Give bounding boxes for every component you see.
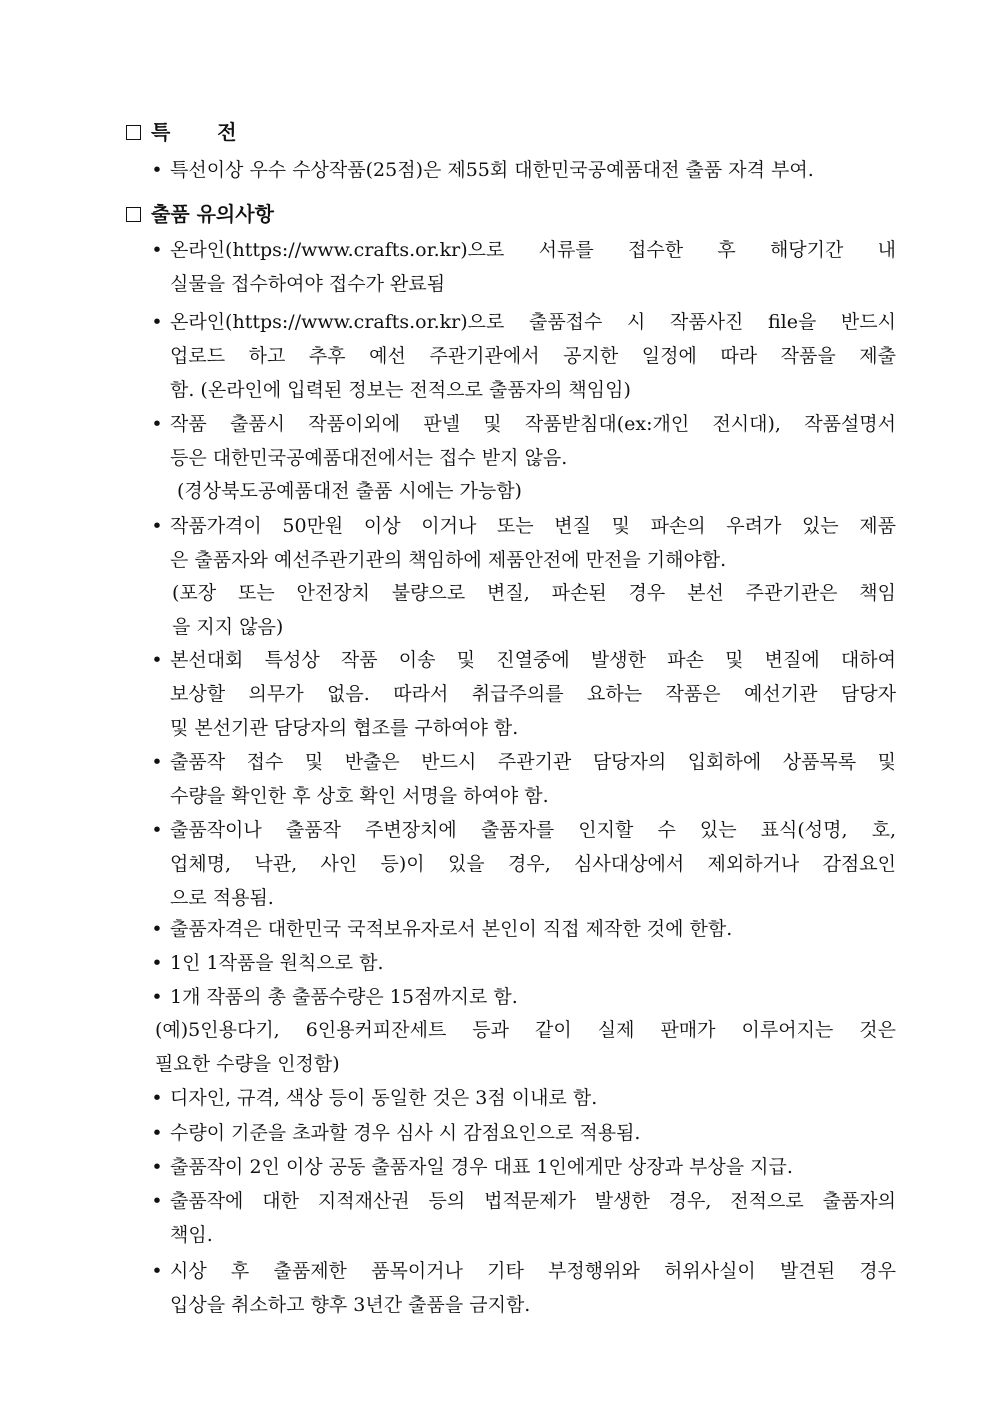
bullet-icon: •	[151, 311, 163, 333]
text-line: 으로 적용됨.	[170, 887, 274, 909]
bullet-icon: •	[151, 649, 163, 671]
checkbox-square-icon	[126, 207, 141, 222]
text-line: 업체명, 낙관, 사인 등)이 있을 경우, 심사대상에서 제외하거나 감점요인	[170, 853, 896, 875]
text-line: 은 출품자와 예선주관기관의 책임하에 제품안전에 만전을 기해야함.	[170, 549, 727, 571]
text-line: 필요한 수량을 인정함)	[155, 1053, 340, 1075]
parenthetical-note	[177, 474, 522, 508]
parenthetical-note	[155, 1013, 896, 1081]
text-line: 시상 후 출품제한 품목이거나 기타 부정행위와 허위사실이 발견된 경우	[170, 1260, 896, 1282]
bullet-icon: •	[151, 952, 163, 974]
text-line: 을 지지 않음)	[172, 616, 284, 638]
text-line: 함. (온라인에 입력된 정보는 전적으로 출품자의 책임임)	[170, 379, 631, 401]
bullet-icon: •	[151, 1260, 163, 1282]
text-line: 및 본선기관 담당자의 협조를 구하여야 함.	[170, 717, 519, 739]
text-line: 수량이 기준을 초과할 경우 심사 시 감점요인으로 적용됨.	[170, 1122, 641, 1144]
bullet-icon: •	[151, 751, 163, 773]
text-line: 작품 출품시 작품이외에 판넬 및 작품받침대(ex:개인 전시대), 작품설명서	[170, 413, 896, 435]
list-item	[150, 509, 896, 577]
text-line: 업로드 하고 추후 예선 주관기관에서 공지한 일정에 따라 작품을 제출	[170, 345, 896, 367]
text-line: 수량을 확인한 후 상호 확인 서명을 하여야 함.	[170, 785, 549, 807]
list-item	[150, 980, 896, 1014]
text-line: 온라인(https://www.crafts.or.kr)으로 서류를 접수한 후 해당기간 내	[170, 239, 896, 261]
text-line: 특선이상 우수 수상작품(25점)은 제55회 대한민국공예품대전 출품 자격 부여.	[170, 159, 814, 181]
bullet-icon: •	[151, 1190, 163, 1212]
text-line: 디자인, 규격, 색상 등이 동일한 것은 3점 이내로 함.	[170, 1087, 598, 1109]
text-line: 온라인(https://www.crafts.or.kr)으로 출품접수 시 작품사진 file을 반드시	[170, 311, 896, 333]
bullet-icon: •	[151, 1122, 163, 1144]
text-line: 보상할 의무가 없음. 따라서 취급주의를 요하는 작품은 예선기관 담당자	[170, 683, 896, 705]
text-line: 출품작이나 출품작 주변장치에 출품자를 인지할 수 있는 표식(성명, 호,	[170, 819, 896, 841]
parenthetical-note	[172, 576, 896, 644]
list-item	[150, 912, 896, 946]
text-line: 출품작이 2인 이상 공동 출품자일 경우 대표 1인에게만 상장과 부상을 지급.	[170, 1156, 793, 1178]
list-item	[150, 1254, 896, 1322]
section-heading-submission-notes	[126, 200, 274, 228]
text-line: 실물을 접수하여야 접수가 완료됨	[170, 273, 446, 295]
checkbox-square-icon	[126, 125, 141, 140]
text-line: 작품가격이 50만원 이상 이거나 또는 변질 및 파손의 우려가 있는 제품	[170, 515, 896, 537]
list-item	[150, 305, 896, 407]
text-line: 출품자격은 대한민국 국적보유자로서 본인이 직접 제작한 것에 한함.	[170, 918, 733, 940]
list-item	[150, 813, 896, 915]
text-line: 1인 1작품을 원칙으로 함.	[170, 952, 384, 974]
list-item	[150, 1116, 896, 1150]
bullet-icon: •	[151, 239, 163, 261]
list-item	[150, 1184, 896, 1252]
bullet-icon: •	[151, 819, 163, 841]
bullet-icon: •	[151, 413, 163, 435]
section-title: 특 전	[151, 120, 237, 144]
list-item	[150, 1081, 896, 1115]
text-line: (포장 또는 안전장치 불량으로 변질, 파손된 경우 본선 주관기관은 책임	[172, 582, 896, 604]
list-item	[150, 643, 896, 745]
text-line: 입상을 취소하고 향후 3년간 출품을 금지함.	[170, 1294, 531, 1316]
list-item	[150, 233, 896, 301]
text-line: 본선대회 특성상 작품 이송 및 진열중에 발생한 파손 및 변질에 대하여	[170, 649, 896, 671]
text-line: (경상북도공예품대전 출품 시에는 가능함)	[177, 480, 522, 502]
section-title: 출품 유의사항	[151, 202, 274, 226]
list-item	[150, 745, 896, 813]
section-heading-special-benefit	[126, 118, 237, 146]
text-line: (예)5인용다기, 6인용커피잔세트 등과 같이 실제 판매가 이루어지는 것은	[155, 1019, 896, 1041]
list-item	[150, 407, 896, 475]
list-item	[150, 1150, 896, 1184]
text-line: 책임.	[170, 1224, 213, 1246]
list-item	[150, 153, 896, 187]
list-item	[150, 946, 896, 980]
text-line: 등은 대한민국공예품대전에서는 접수 받지 않음.	[170, 447, 568, 469]
bullet-icon: •	[151, 159, 163, 181]
text-line: 출품작에 대한 지적재산권 등의 법적문제가 발생한 경우, 전적으로 출품자의	[170, 1190, 896, 1212]
bullet-icon: •	[151, 1156, 163, 1178]
text-line: 출품작 접수 및 반출은 반드시 주관기관 담당자의 입회하에 상품목록 및	[170, 751, 896, 773]
bullet-icon: •	[151, 1087, 163, 1109]
bullet-icon: •	[151, 515, 163, 537]
bullet-icon: •	[151, 986, 163, 1008]
text-line: 1개 작품의 총 출품수량은 15점까지로 함.	[170, 986, 518, 1008]
bullet-icon: •	[151, 918, 163, 940]
